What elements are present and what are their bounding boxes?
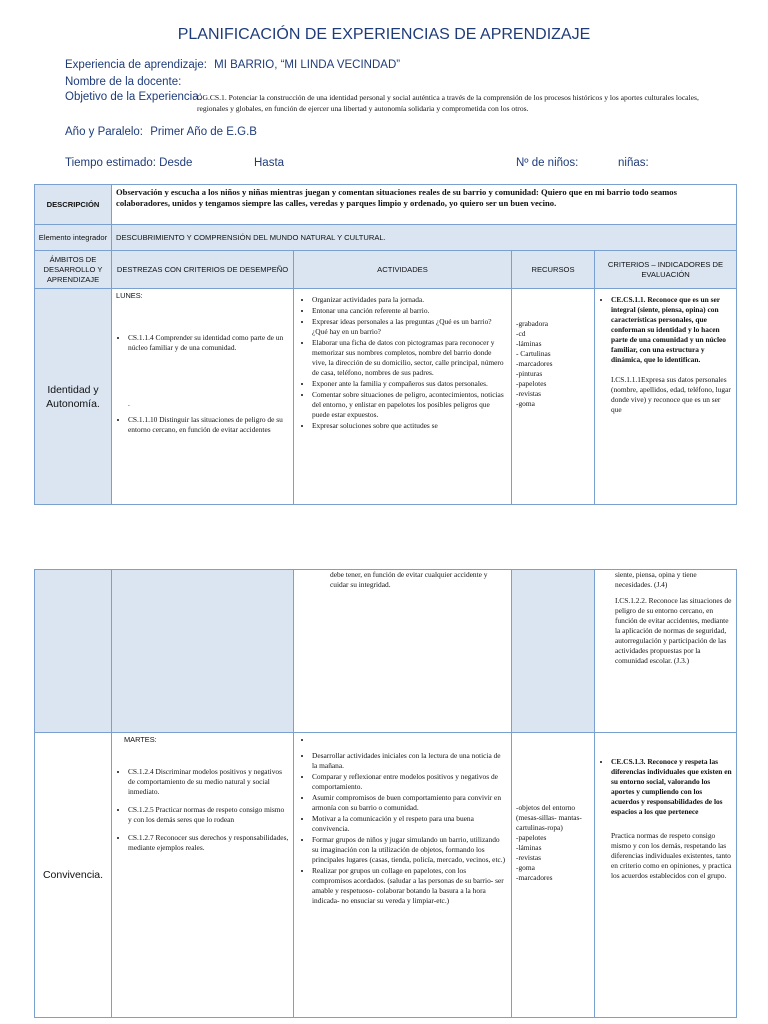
actividades-cell bbox=[294, 289, 512, 505]
actividad-item: • Elaborar una ficha de datos con pictogramas para reconocer y memorizar sus nombres completos, nombre del barrio donde vive, la dirección de su domicilio, sector, calle principal, número de casa, teléfono, nombres de sus padres. bbox=[312, 338, 507, 378]
actividad-item: • Organizar actividades para la jornada. bbox=[312, 295, 507, 305]
experiencia-value: MI BARRIO, “MI LINDA VECINDAD” bbox=[214, 59, 401, 71]
objetivo-label: Objetivo de la Experiencia: bbox=[65, 91, 202, 103]
col-recursos: RECURSOS bbox=[512, 251, 595, 289]
day-label: MARTES: bbox=[124, 735, 157, 744]
criterio-cont-text: siente, piensa, opina y tiene necesidades. (J.4) bbox=[615, 570, 697, 589]
recurso-item: -papelotes bbox=[516, 379, 547, 388]
recurso-item: -goma bbox=[516, 863, 535, 872]
col-actividades: ACTIVIDADES bbox=[294, 251, 512, 289]
criterio-item: • CE.CS.1.1. Reconoce que es un ser integral (siente, piensa, opina) con características personales, que conforman su identidad y lo hacen parte de una comunidad y un núcleo familiar, con una estructura y dinámica, que lo identifican. bbox=[611, 295, 732, 365]
planning-table-page2 bbox=[34, 569, 737, 1018]
actividad-item: • Formar grupos de niños y jugar simulando un barrio, utilizando su imaginación con la utilización de objetos, formando los principales lugares (casas, tienda, policía, mercado, vecinos, etc.) bbox=[312, 835, 507, 865]
ninas-label: niñas: bbox=[618, 157, 649, 169]
recurso-item: -goma bbox=[516, 399, 535, 408]
ambito-cell: Convivencia. bbox=[35, 733, 112, 1018]
actividad-item: • Expresar ideas personales a las preguntas ¿Qué es un barrio? ¿Qué hay en un barrio? bbox=[312, 317, 507, 337]
ambito-cell: Identidad y Autonomía. bbox=[35, 289, 112, 505]
descripcion-text: Observación y escucha a los niños y niñas mientras juegan y comentan situaciones reales de su barrio y comunidad: Quiero que en mi barrio todo seamos colaboradores, unidos y tengamos siempre las calles, veredas y parques limpio y ordenado, yo quiero ser un buen vecino. bbox=[112, 185, 737, 225]
destreza-item: • CS.1.1.4 Comprender su identidad como parte de un núcleo familiar y de una comunidad. bbox=[128, 333, 289, 353]
actividad-item: • Expresar soluciones sobre que actitudes se bbox=[312, 421, 507, 431]
ninos-label: Nº de niños: bbox=[516, 157, 579, 169]
document-title: PLANIFICACIÓN DE EXPERIENCIAS DE APRENDIZAJE bbox=[177, 26, 591, 43]
destrezas-cell bbox=[112, 289, 294, 505]
recurso-item: -láminas bbox=[516, 843, 542, 852]
criterio-indicator: Practica normas de respeto consigo mismo y con los demás, respetando las diferencias individuales existentes, tanto en criterio como en opiniones, y practica los acuerdos establecidos con el grupo. bbox=[611, 831, 732, 880]
criterios-cont-cell bbox=[595, 570, 737, 733]
docente-label: Nombre de la docente: bbox=[65, 76, 182, 88]
actividad-item: • Asumir compromisos de buen comportamiento para convivir en armonía con su barrio o comunidad. bbox=[312, 793, 507, 813]
elemento-label: Elemento integrador bbox=[35, 225, 112, 251]
col-destrezas: DESTREZAS CON CRITERIOS DE DESEMPEÑO bbox=[112, 251, 294, 289]
recurso-item: -grabadora bbox=[516, 319, 549, 328]
anio-label: Año y Paralelo: bbox=[65, 126, 143, 138]
objetivo-value: OG.CS.1. Potenciar la construcción de una identidad personal y social auténtica a través de la comprensión de los procesos históricos y los aportes culturales locales, regionales y globales, en función de ejercer una libertad y autonomía solidaria y comprometida con los otros. bbox=[197, 93, 699, 113]
recursos-cell bbox=[512, 733, 595, 1018]
destreza-item: • CS.1.2.4 Discriminar modelos positivos y negativos de comportamiento de su medio natural y social inmediato. bbox=[128, 767, 289, 797]
actividades-cell bbox=[294, 733, 512, 1018]
actividad-item: • Entonar una canción referente al barrio. bbox=[312, 306, 507, 316]
recurso-item: -pinturas bbox=[516, 369, 543, 378]
actividades-cont-cell: debe tener, en función de evitar cualquier accidente y cuidar su integridad. bbox=[294, 570, 512, 733]
experiencia-row bbox=[65, 59, 400, 71]
recurso-item: -marcadores bbox=[516, 873, 553, 882]
hasta-label: Hasta bbox=[254, 157, 285, 169]
destrezas-cell bbox=[112, 733, 294, 1018]
recurso-item: -cd bbox=[516, 329, 526, 338]
actividad-item: • Realizar por grupos un collage en papelotes, con los compromisos acordados. (saludar a las personas de su barrio- ser amable y respetuoso- colaborar botando la basura a la hora indicada- no ensuciar su vereda y limpiar-etc.) bbox=[312, 866, 507, 906]
recurso-item: -objetos del entorno (mesas-sillas- mantas-cartulinas-ropa) bbox=[516, 803, 582, 832]
tiempo-label: Tiempo estimado: Desde bbox=[65, 157, 193, 169]
criterio-cont-text: I.CS.1.2.2. Reconoce las situaciones de peligro de su entorno cercano, en función de evitar accidentes, mediante la aplicación de normas de seguridad, autorregulación y participación de las actividades propuestas por la comunidad escolar. (J.3.) bbox=[615, 596, 732, 665]
dot-text: . bbox=[128, 399, 130, 408]
elemento-text: DESCUBRIMIENTO Y COMPRENSIÓN DEL MUNDO NATURAL Y CULTURAL. bbox=[112, 225, 737, 251]
actividad-item: • Desarrollar actividades iniciales con la lectura de una noticia de la mañana. bbox=[312, 751, 507, 771]
criterios-cell bbox=[595, 733, 737, 1018]
anio-value: Primer Año de E.G.B bbox=[150, 126, 257, 138]
actividad-item: • Exponer ante la familia y compañeros sus datos personales. bbox=[312, 379, 507, 389]
destreza-item: • CS.1.1.10 Distinguir las situaciones de peligro de su entorno cercano, en función de evitar accidentes bbox=[128, 415, 289, 435]
destrezas-cell-empty bbox=[112, 570, 294, 733]
criterio-item: • CE.CS.1.3. Reconoce y respeta las diferencias individuales que existen en su entorno social, valorando los aportes y cumpliendo con los acuerdos y responsabilidades de los espacios a los que pertenece bbox=[611, 757, 732, 817]
actividad-item bbox=[312, 735, 507, 745]
criterio-indicator: I.CS.1.1.1Expresa sus datos personales (nombre, apellidos, edad, teléfono, lugar donde vive) y reconoce que es un ser que bbox=[611, 375, 731, 414]
actividad-item: • Comentar sobre situaciones de peligro, acontecimientos, noticias del entorno, y enlistar en papelotes los posibles peligros que puede estar expuestos. bbox=[312, 390, 507, 420]
recurso-item: -revistas bbox=[516, 853, 542, 862]
recurso-item: -papelotes bbox=[516, 833, 547, 842]
actividad-item: • Comparar y reflexionar entre modelos positivos y negativos de comportamiento. bbox=[312, 772, 507, 792]
col-criterios: CRITERIOS – INDICADORES DE EVALUACIÓN bbox=[595, 251, 737, 289]
recurso-item: -láminas bbox=[516, 339, 542, 348]
criterios-cell bbox=[595, 289, 737, 505]
anio-row bbox=[65, 126, 257, 138]
experiencia-label: Experiencia de aprendizaje: bbox=[65, 59, 207, 71]
actividad-item: • Motivar a la comunicación y el respeto para una buena convivencia. bbox=[312, 814, 507, 834]
recursos-cell-empty bbox=[512, 570, 595, 733]
recurso-item: -marcadores bbox=[516, 359, 553, 368]
recurso-item: - Cartulinas bbox=[516, 349, 551, 358]
day-label: LUNES: bbox=[116, 291, 143, 300]
planning-table-page1 bbox=[34, 184, 737, 505]
recursos-cell bbox=[512, 289, 595, 505]
ambito-cell-empty bbox=[35, 570, 112, 733]
recurso-item: -revistas bbox=[516, 389, 542, 398]
destreza-item: • CS.1.2.5 Practicar normas de respeto consigo mismo y con los demás seres que lo rodean bbox=[128, 805, 289, 825]
destreza-item: • CS.1.2.7 Reconocer sus derechos y responsabilidades, mediante ejemplos reales. bbox=[128, 833, 289, 853]
col-ambitos: ÁMBITOS DE DESARROLLO Y APRENDIZAJE bbox=[35, 251, 112, 289]
descripcion-label: DESCRIPCIÓN bbox=[35, 185, 112, 225]
